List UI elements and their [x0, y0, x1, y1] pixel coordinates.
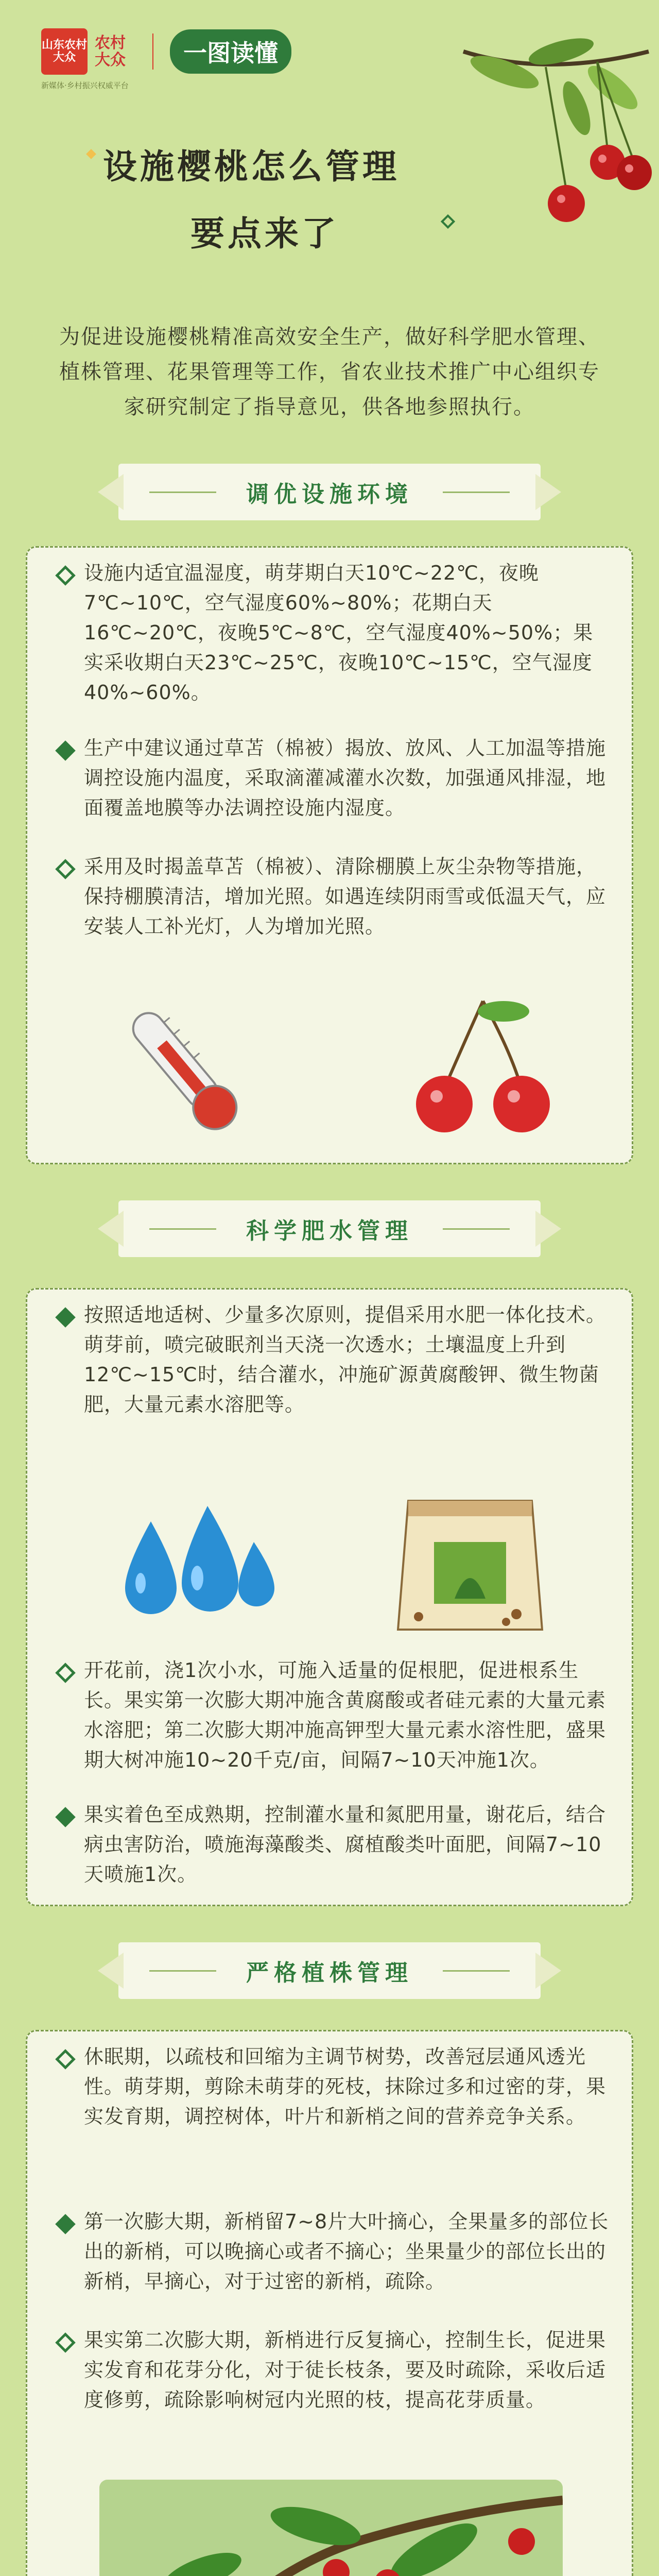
card-plant: [26, 2030, 633, 2576]
section-title: 科学肥水管理: [246, 1218, 413, 1244]
intro-paragraph: 为促进设施樱桃精准高效安全生产，做好科学肥水管理、植株管理、花果管理等工作，省农业技术推广中心组织专家研究制定了指导意见，供各地参照执行。: [59, 325, 600, 419]
header-line-right: [443, 492, 510, 493]
bullet-icon: [55, 740, 76, 761]
section-header-fertilizer: [118, 1200, 541, 1257]
bullet-icon: [55, 2214, 76, 2234]
section-title: 调优设施环境: [246, 481, 413, 507]
bullet-icon: [55, 1663, 76, 1683]
card-environment: [26, 546, 633, 1164]
logo-divider: [152, 33, 153, 70]
logo-subtitle: 新媒体·乡村振兴权威平台: [41, 81, 129, 90]
cherry-branch-icon: [443, 21, 659, 289]
section-title: 严格植株管理: [246, 1960, 413, 1986]
logo-text-right: 农村大众: [95, 34, 126, 69]
title-line-2: 要点来了: [190, 214, 339, 253]
title-dot-icon: [86, 149, 96, 159]
plant-para-2: 第一次膨大期，新梢留7~8片大叶摘心，全果量多的部位长出的新梢，可以晚摘心或者不摘心；坐果量少的部位长出的新梢，早摘心，对于过密的新梢，疏除。: [84, 2210, 609, 2293]
bullet-icon: [55, 1807, 76, 1827]
header-line-left: [149, 1970, 216, 1972]
env-para-1: 设施内适宜温湿度，萌芽期白天10℃~22℃，夜晚7℃~10℃，空气湿度60%~80%；花期白天16℃~20℃，夜晚5℃~8℃，空气湿度40%~50%；果实采收期白天23℃~25℃，夜晚10℃~15℃，空气湿度40%~60%。: [84, 562, 594, 704]
header-line-left: [149, 492, 216, 493]
bullet-icon: [55, 2332, 76, 2353]
logo-badge-left: 山东农村大众: [41, 28, 88, 75]
section-header-plant: [118, 1942, 541, 1999]
section-header-environment: [118, 464, 541, 520]
fert-para-1: 按照适地适树、少量多次原则，提倡采用水肥一体化技术。萌芽前，喷完破眠剂当天浇一次透水；土壤温度上升到12℃~15℃时，结合灌水，冲施矿源黄腐酸钾、微生物菌肥，大量元素水溶肥等。: [84, 1303, 606, 1416]
card-fertilizer: [26, 1288, 633, 1906]
fert-para-3: 果实着色至成熟期，控制灌水量和氮肥用量，谢花后，结合病虫害防治，喷施海藻酸类、腐植酸类叶面肥，间隔7~10天喷施1次。: [84, 1803, 606, 1886]
title-line-1: 设施樱桃怎么管理: [103, 147, 400, 187]
fertilizer-bag-icon: [388, 1490, 552, 1640]
header-line-left: [149, 1228, 216, 1230]
water-drops-icon: [105, 1501, 285, 1635]
env-para-2: 生产中建议通过草苫（棉被）揭放、放风、人工加温等措施调控设施内温度，采取滴灌减灌水次数，加强通风排湿，地面覆盖地膜等办法调控设施内湿度。: [84, 737, 606, 819]
plant-para-1: 休眠期，以疏枝和回缩为主调节树势，改善冠层通风透光性。萌芽期，剪除未萌芽的死枝，抹除过多和过密的芽，果实发育期，调控树体，叶片和新梢之间的营养竞争关系。: [84, 2045, 606, 2128]
cherries-icon: [398, 991, 568, 1145]
bullet-icon: [55, 1307, 76, 1328]
bullet-icon: [55, 859, 76, 879]
plant-para-3: 果实第二次膨大期，新梢进行反复摘心，控制生长，促进果实发育和花芽分化，对于徒长枝条，要及时疏除，采收后适度修剪，疏除影响树冠内光照的枝，提高花芽质量。: [84, 2329, 606, 2411]
env-para-3: 采用及时揭盖草苫（棉被）、清除棚膜上灰尘杂物等措施，保持棚膜清洁，增加光照。如遇连续阴雨雪或低温天气，应安装人工补光灯，人为增加光照。: [84, 855, 606, 938]
bullet-icon: [55, 2049, 76, 2070]
cherry-tree-photo: [99, 2480, 563, 2576]
header-line-right: [443, 1970, 510, 1972]
header: [0, 0, 659, 289]
thermometer-icon: [94, 991, 269, 1145]
badge-yitu: 一图读懂: [170, 29, 291, 74]
bullet-icon: [55, 565, 76, 586]
header-line-right: [443, 1228, 510, 1230]
logo: [41, 28, 291, 75]
fert-para-2: 开花前，浇1次小水，可施入适量的促根肥，促进根系生长。果实第一次膨大期冲施含黄腐酸或者硅元素的大量元素水溶肥；第二次膨大期冲施高钾型大量元素水溶性肥，盛果期大树冲施10~20千克/亩，间隔7~10天冲施1次。: [84, 1659, 606, 1771]
